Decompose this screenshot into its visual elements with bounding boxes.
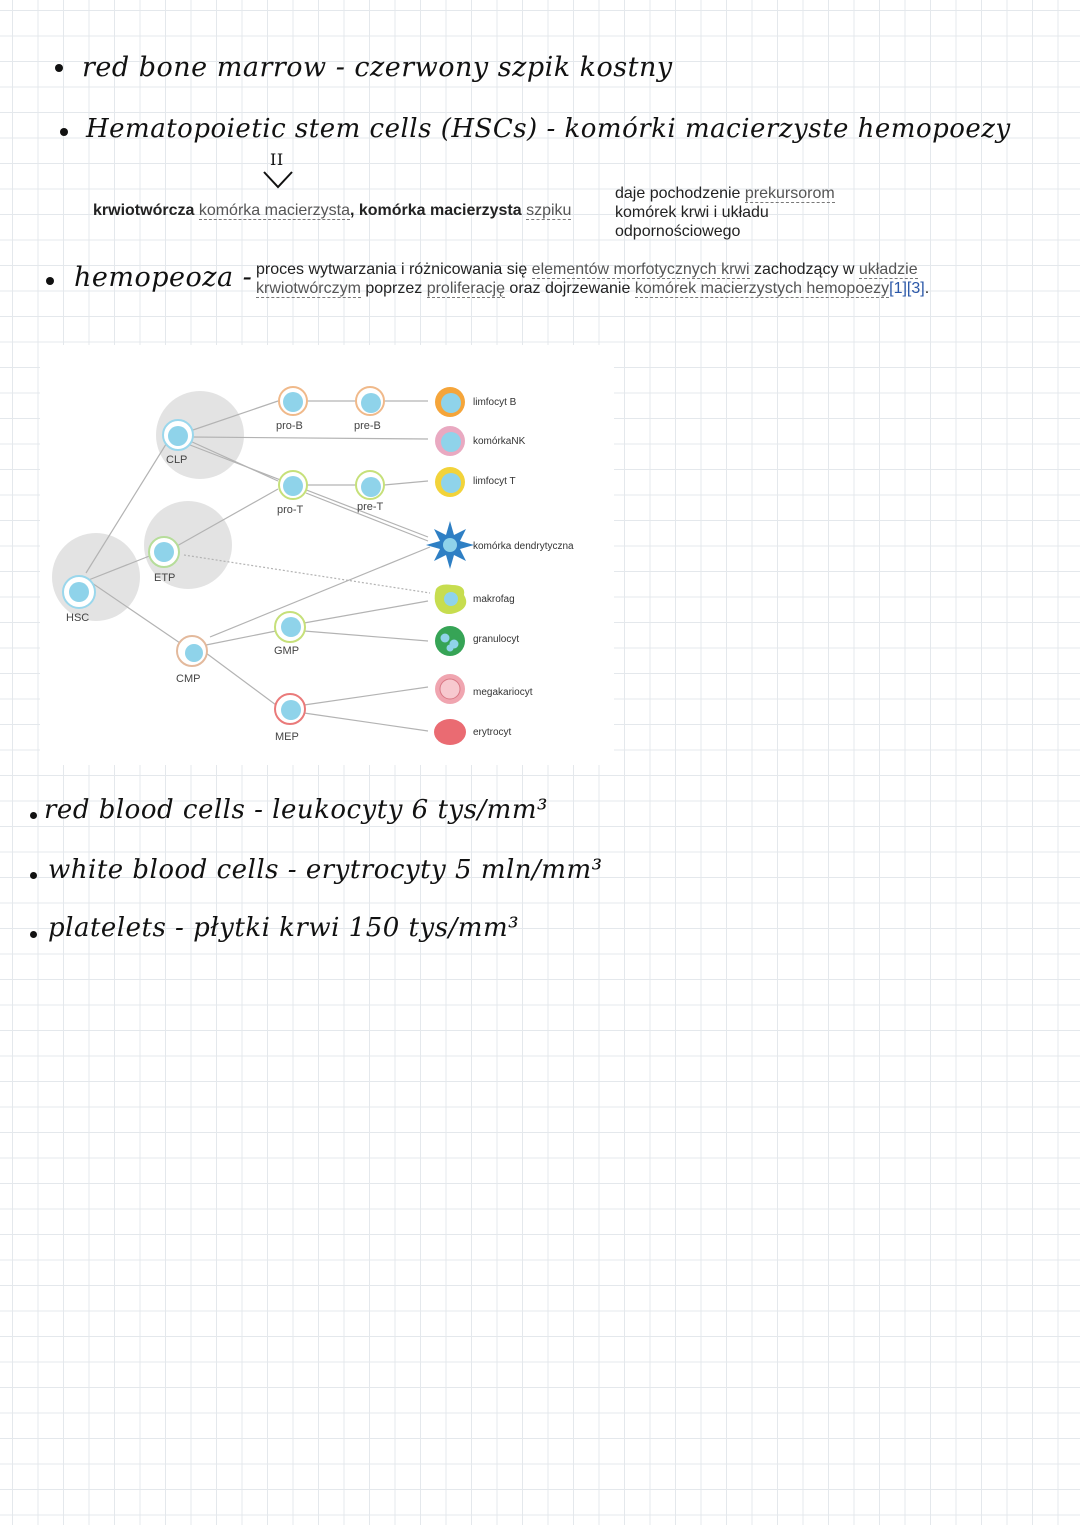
link-proliferacje[interactable]: proliferację [426, 280, 505, 297]
hematopoiesis-diagram-svg [40, 345, 614, 765]
definition-precursor-line-3: odpornościowego [615, 223, 741, 240]
label-hsc: HSC [66, 612, 90, 624]
link-szpiku[interactable]: szpiku [526, 202, 572, 219]
label-megakaryocyte: megakariocyt [473, 687, 533, 698]
cell-granulocyte [435, 626, 465, 656]
definition-precursor-line-1 [615, 184, 875, 203]
cell-macrophage [435, 585, 467, 615]
label-pre-t: pre-T [357, 501, 384, 513]
label-clp: CLP [166, 454, 188, 466]
definition-hemopoeza [256, 260, 976, 298]
hemo-text-end: . [924, 280, 930, 297]
definition-precursor-text-a: daje pochodzenie [615, 185, 745, 202]
bullet-5 [30, 872, 37, 879]
label-pro-t: pro-T [277, 504, 304, 516]
link-elementow-morfotycznych[interactable]: elementów morfotycznych krwi [531, 261, 750, 278]
cell-t-lymphocyte [435, 467, 465, 497]
label-macrophage: makrofag [473, 594, 515, 605]
hemo-text-b: zachodzący w [749, 261, 859, 278]
bullet-4 [30, 812, 37, 819]
bullet-1 [55, 64, 63, 72]
hematopoiesis-diagram [40, 345, 614, 765]
cell-b-lymphocyte [435, 387, 465, 417]
cell-etp [149, 537, 179, 567]
definition-precursor-line-2: komórek krwi i układu [615, 204, 769, 221]
cell-nk [435, 426, 465, 456]
cell-megakaryocyte [435, 674, 465, 704]
label-cmp: CMP [176, 673, 201, 685]
label-pre-b: pre-B [354, 420, 381, 432]
link-komorek-macierzystych[interactable]: komórek macierzystych hemopoezy [634, 280, 890, 297]
label-nk: komórkaNK [473, 436, 526, 447]
link-prekursorom[interactable]: prekursorom [744, 185, 835, 202]
label-t-lymphocyte: limfocyt T [473, 476, 516, 487]
hemo-text-c: poprzez [360, 280, 427, 297]
note-line-1: red bone marrow - czerwony szpik kostny [82, 52, 673, 83]
note-line-6: platelets - płytki krwi 150 tys/mm³ [48, 913, 520, 943]
cell-erythrocyte [434, 719, 466, 745]
note-line-4: red blood cells - leukocyty 6 tys/mm³ [44, 795, 548, 825]
cell-hsc [63, 576, 95, 608]
cell-dendritic [426, 521, 474, 569]
cell-gmp [275, 612, 305, 642]
label-etp: ETP [154, 572, 176, 584]
cell-pre-t [356, 471, 384, 499]
definition-hsc-text-a: krwiotwórcza [93, 202, 199, 219]
cell-pro-t [279, 471, 307, 499]
cell-pro-b [279, 387, 307, 415]
equals-mark: II [270, 150, 284, 169]
label-dendritic: komórka dendrytyczna [473, 541, 574, 552]
reference-links[interactable]: [1][3] [889, 280, 925, 297]
cell-pre-b [356, 387, 384, 415]
cell-clp [163, 420, 193, 450]
cell-mep [275, 694, 305, 724]
definition-hsc [93, 201, 571, 220]
hemo-text-d: oraz dojrzewanie [504, 280, 635, 297]
label-mep: MEP [275, 731, 299, 743]
label-granulocyte: granulocyt [473, 634, 520, 645]
bullet-6 [30, 931, 37, 938]
label-b-lymphocyte: limfocyt B [473, 397, 517, 408]
label-gmp: GMP [274, 645, 300, 657]
label-erythrocyte: erytrocyt [473, 727, 512, 738]
note-line-3: hemopeoza - [74, 262, 253, 293]
arrow-down-icon [261, 168, 295, 192]
definition-precursor [615, 184, 875, 241]
definition-hsc-text-b: , komórka macierzysta [349, 202, 527, 219]
hemo-text-a: proces wytwarzania i różnicowania się [256, 261, 532, 278]
label-pro-b: pro-B [276, 420, 303, 432]
note-line-5: white blood cells - erytrocyty 5 mln/mm³ [48, 855, 603, 885]
bullet-3 [46, 277, 54, 285]
bullet-2 [60, 128, 68, 136]
link-komorka-macierzysta[interactable]: komórka macierzysta [198, 202, 350, 219]
cell-cmp [177, 636, 207, 666]
link-ukladzie-krwiotworczym[interactable]: układzie krwiotwórczym [256, 261, 918, 297]
note-line-2: Hematopoietic stem cells (HSCs) - komórki macierzyste hemopoezy [86, 114, 1011, 144]
